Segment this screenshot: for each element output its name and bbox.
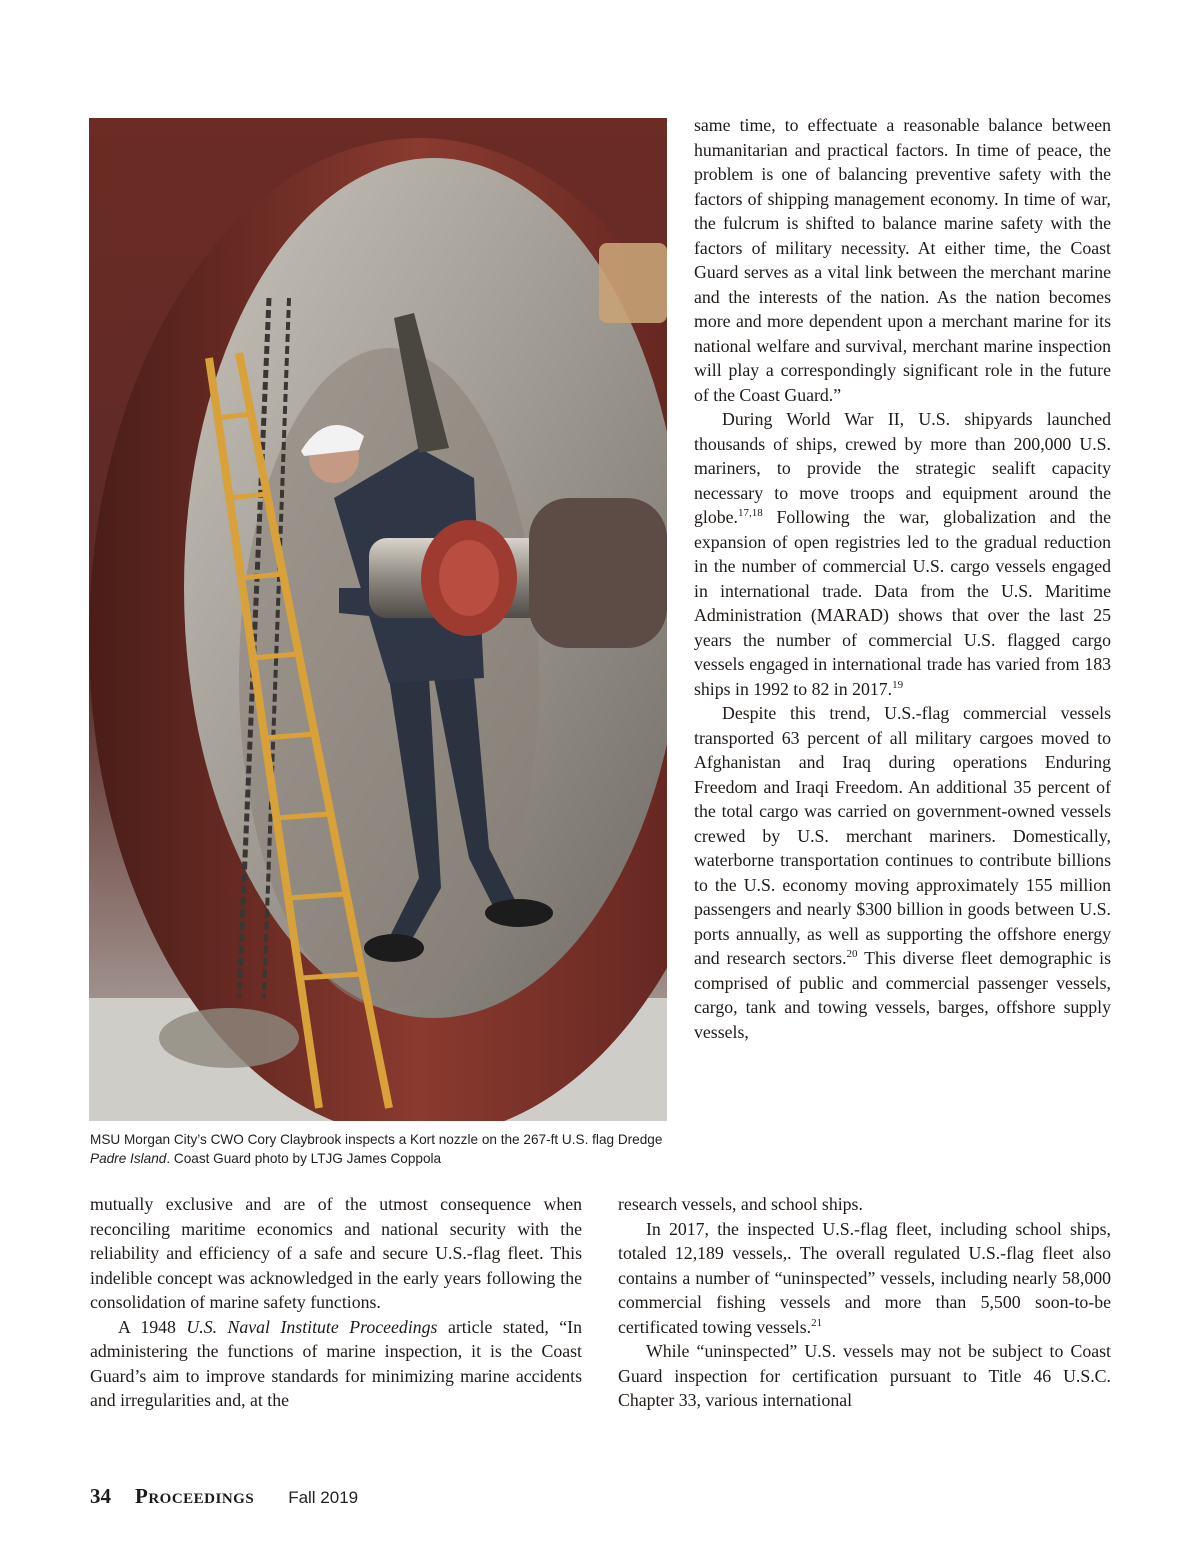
footnote-ref: 21	[811, 1316, 823, 1329]
paragraph	[618, 1217, 1111, 1340]
publication-title: U.S. Naval Institute Proceedings	[186, 1316, 438, 1337]
paragraph	[694, 407, 1111, 701]
caption-text: MSU Morgan City’s CWO Cory Claybrook inspects a Kort nozzle on the 267-ft U.S. flag Dredge	[90, 1132, 663, 1147]
magazine-name: Proceedings	[135, 1484, 255, 1508]
paragraph-text: article stated, “In administering the functions of marine inspection, it is the Coast Guard’s aim to improve standards for minimizing marine accidents and irregularities and, at the	[90, 1316, 582, 1410]
paragraph-text: A 1948	[118, 1316, 187, 1337]
paragraph-text: During World War II, U.S. shipyards launched thousands of ships, crewed by more than 200,000 U.S. mariners, to provide the strategic sealift capacity necessary to move troops and equipment around the globe.	[694, 409, 1111, 527]
paragraph-text: Despite this trend, U.S.-flag commercial vessels transported 63 percent of all military cargoes moved to Afghanistan and Iraq during operations Enduring Freedom and Iraqi Freedom. An additional 35 percent of the total cargo was carried on government-owned vessels crewed by U.S. merchant mariners. Domestically, waterborne transportation continues to contribute billions to the U.S. economy moving approximately 155 million passengers and nearly $300 billion in goods between U.S. ports annually, as well as supporting the offshore energy and research sectors.	[694, 703, 1111, 968]
footnote-ref: 17,18	[737, 507, 763, 520]
footnote-ref: 20	[846, 948, 858, 961]
paragraph: mutually exclusive and are of the utmost consequence when reconciling maritime economics and national security with the reliability and efficiency of a safe and secure U.S.-flag fleet. This indelible concept was acknowledged in the early years following the consolidation of marine safety functions.	[90, 1194, 582, 1312]
page-footer	[90, 1484, 358, 1514]
paragraph	[694, 701, 1111, 1044]
paragraph: same time, to effectuate a reasonable balance between humanitarian and practical factors. In time of peace, the problem is one of balancing preventive safety with the factors of shipping management economy. In time of war, the fulcrum is shifted to balance marine safety with the factors of military necessity. At either time, the Coast Guard serves as a vital link between the merchant marine and the interests of the nation. As the nation becomes more and more dependent upon a merchant marine for its national welfare and survival, merchant marine inspection will play a correspondingly significant role in the future of the Coast Guard.”	[694, 115, 1111, 405]
paragraph: research vessels, and school ships.	[618, 1194, 863, 1214]
page-number: 34	[90, 1484, 111, 1508]
caption-credit: . Coast Guard photo by LTJG James Coppola	[166, 1151, 442, 1166]
issue-date: Fall 2019	[288, 1488, 359, 1507]
lower-right-column	[618, 1192, 1111, 1413]
paragraph-text: This diverse fleet demographic is comprised of public and commercial passenger vessels, cargo, tank and towing vessels, barges, offshore supply vessels,	[694, 948, 1112, 1042]
vessel-name: Padre Island	[90, 1151, 167, 1166]
left-column	[90, 1192, 582, 1413]
right-column	[694, 113, 1111, 1044]
kort-nozzle-photo	[89, 118, 667, 1121]
paragraph	[90, 1315, 582, 1413]
paragraph-text: In 2017, the inspected U.S.-flag fleet, including school ships, totaled 12,189 vessels,. The overall regulated U.S.-flag fleet also contains a number of “uninspected” vessels, including nearly 58,000 commercial fishing vessels and more than 5,500 soon-to-be certificated towing vessels.	[618, 1218, 1111, 1337]
paragraph-text: Following the war, globalization and the expansion of open registries led to the gradual reduction in the number of commercial U.S. cargo vessels engaged in international trade. Data from the U.S. Maritime Administration (MARAD) shows that over the last 25 years the number of commercial U.S. flagged cargo vessels engaged in international trade has varied from 183 ships in 1992 to 82 in 2017.	[694, 507, 1111, 699]
footnote-ref: 19	[892, 678, 904, 691]
photo-caption	[90, 1130, 670, 1168]
paragraph: While “uninspected” U.S. vessels may not be subject to Coast Guard inspection for certification pursuant to Title 46 U.S.C. Chapter 33, various international	[618, 1341, 1111, 1410]
